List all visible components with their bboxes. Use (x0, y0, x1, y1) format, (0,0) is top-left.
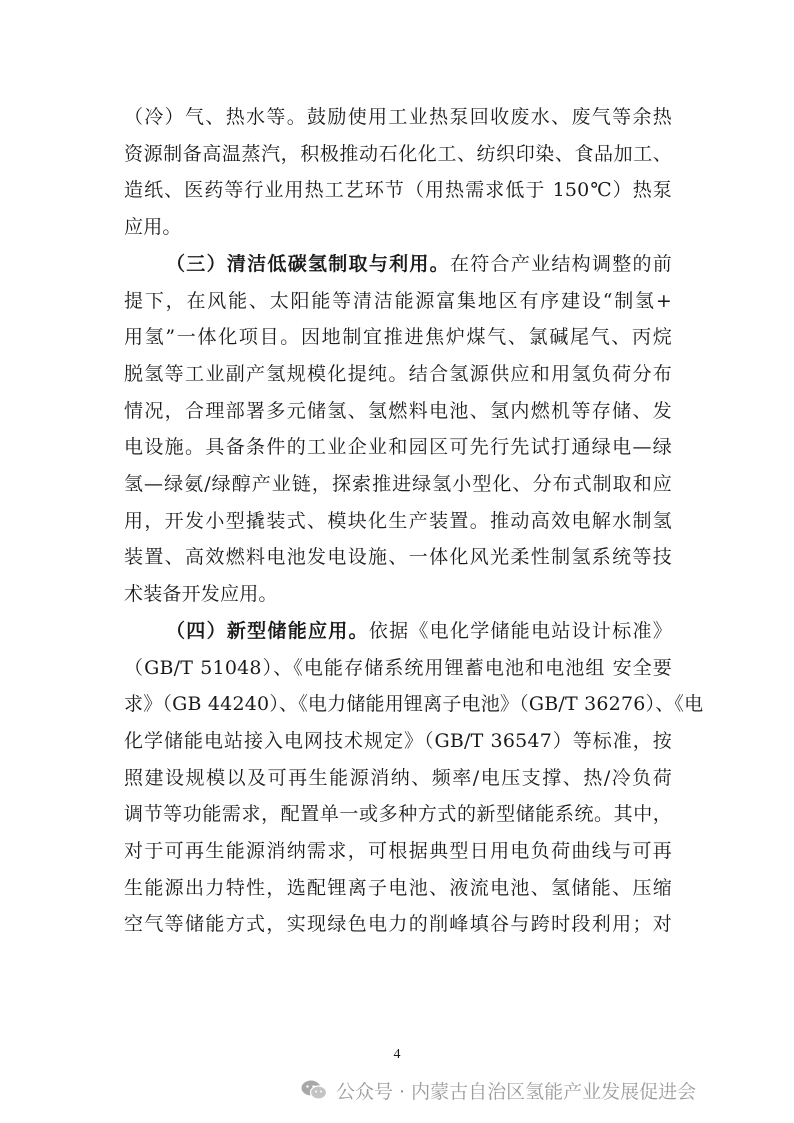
text-line (124, 801, 672, 827)
text-line (166, 251, 672, 277)
line-text: 在符合产业结构调整的前 (449, 253, 672, 275)
line-text: 资源制备高温蒸汽，积极推动石化化工、纺织印染、食品加工、 (124, 143, 672, 165)
line-text: 化学储能电站接入电网技术规定》（GB/T 36547）等标准，按 (124, 730, 672, 752)
text-line (124, 471, 672, 497)
line-text: （冷）气、热水等。鼓励使用工业热泵回收废水、废气等余热 (124, 106, 672, 128)
text-line (124, 544, 672, 570)
line-text: 电设施。具备条件的工业企业和园区可先行先试打通绿电—绿 (124, 436, 672, 458)
line-text: 照建设规模以及可再生能源消纳、频率/电压支撑、热/冷负荷 (124, 767, 672, 789)
text-line (124, 177, 672, 203)
line-text: 用氢”一体化项目。因地制宜推进焦炉煤气、氯碱尾气、丙烷 (124, 326, 672, 348)
line-text: 装置、高效燃料电池发电设施、一体化风光柔性制氢系统等技 (124, 546, 672, 568)
line-text: 用，开发小型撬装式、模块化生产装置。推动高效电解水制氢 (124, 510, 672, 532)
page-number: 4 (393, 1047, 401, 1062)
text-line (124, 398, 672, 424)
line-text: 术装备开发应用。 (124, 583, 278, 605)
line-text: 对于可再生能源消纳需求，可根据典型日用电负荷曲线与可再 (124, 840, 672, 862)
line-text: （GB/T 51048）、《电能存储系统用锂蓄电池和电池组 安全要 (124, 657, 672, 679)
line-text: 情况，合理部署多元储氢、氢燃料电池、氢内燃机等存储、发 (124, 400, 672, 422)
text-line (124, 911, 672, 937)
text-line (166, 618, 672, 644)
text-line (124, 691, 704, 717)
line-text: 生能源出力特性，选配锂离子电池、液流电池、氢储能、压缩 (124, 877, 672, 899)
section-heading: （三）清洁低碳氢制取与利用。 (166, 253, 450, 275)
line-text: 氢—绿氨/绿醇产业链，探索推进绿氢小型化、分布式制取和应 (124, 473, 672, 495)
line-text: 提下，在风能、太阳能等清洁能源富集地区有序建设“制氢+ (124, 290, 672, 312)
line-text: 求》（GB 44240）、《电力储能用锂离子电池》（GB/T 36276）、《电 (124, 693, 704, 715)
text-line (124, 288, 672, 314)
text-line (124, 324, 672, 350)
text-line (124, 875, 672, 901)
text-line (124, 361, 672, 387)
text-line (124, 655, 672, 681)
line-text: 空气等储能方式，实现绿色电力的削峰填谷与跨时段利用；对 (124, 913, 672, 935)
watermark (300, 1073, 780, 1107)
text-line (124, 214, 672, 240)
text-line (124, 104, 672, 130)
line-text: 应用。 (124, 216, 182, 238)
text-line (124, 838, 672, 864)
wechat-icon (300, 1079, 328, 1101)
watermark-text: 公众号 · 内蒙古自治区氢能产业发展促进会 (336, 1080, 697, 1103)
text-line (124, 141, 672, 167)
text-line (124, 581, 672, 607)
text-line (124, 728, 672, 754)
section-heading: （四）新型储能应用。 (166, 620, 369, 642)
line-text: 造纸、医药等行业用热工艺环节（用热需求低于 150℃）热泵 (124, 179, 672, 201)
text-line (124, 508, 672, 534)
line-text: 脱氢等工业副产氢规模化提纯。结合氢源供应和用氢负荷分布 (124, 363, 672, 385)
line-text: 调节等功能需求，配置单一或多种方式的新型储能系统。其中， (124, 803, 672, 825)
text-line (124, 765, 672, 791)
line-text: 依据《电化学储能电站设计标准》 (368, 620, 672, 642)
text-line (124, 434, 672, 460)
